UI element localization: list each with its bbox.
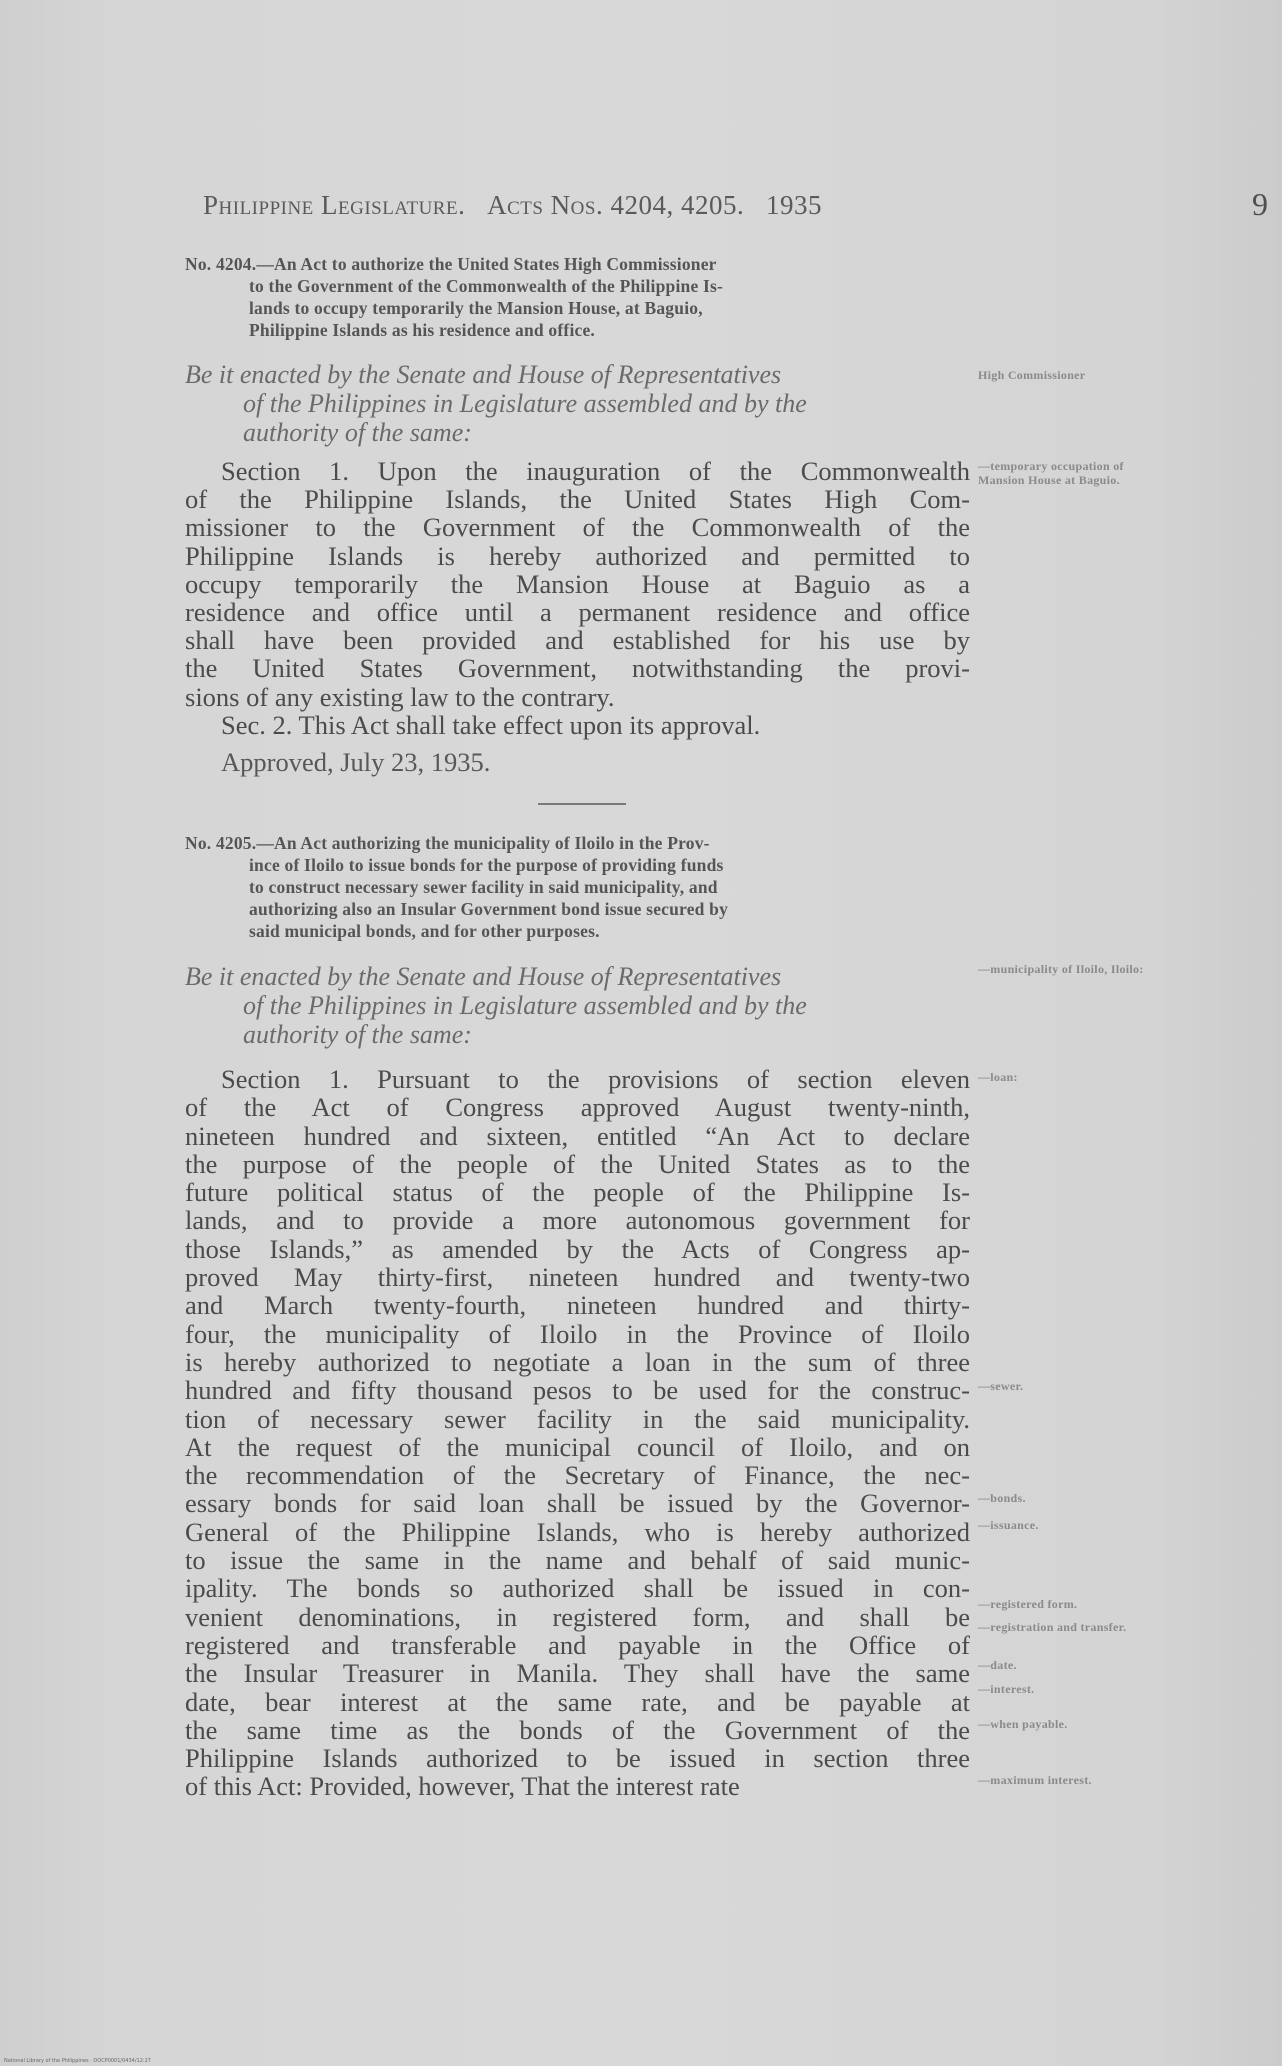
act-4204-enacting-clause [185,360,970,447]
body-line: of the Philippine Islands, the United States High Com- [185,484,970,515]
margin-note: —temporary occupation of Mansion House at Baguio. [978,459,1124,487]
act-4205-heading-line: ince of Iloilo to issue bonds for the purpose of providing funds [249,855,724,875]
header-year: 1935 [765,190,822,220]
act-4205-enacting-clause [185,962,970,1049]
act-4205-heading-line: No. 4205.—An Act authorizing the municipality of Iloilo in the Prov- [185,833,710,853]
body-line: registered and transferable and payable in the Office of [185,1629,970,1660]
body-line: the Insular Treasurer in Manila. They shall have the same [185,1658,970,1689]
page-number: 9 [1252,186,1268,222]
act-4204-heading-line: Philippine Islands as his residence and office. [249,320,596,340]
body-line: nineteen hundred and sixteen, entitled “An Act to declare [185,1120,970,1151]
body-line: ipality. The bonds so authorized shall be issued in con- [185,1573,970,1604]
body-line: missioner to the Government of the Commonwealth of the [185,512,970,543]
body-line: Section 1. Upon the inauguration of the Commonwealth [221,456,970,486]
body-line: and March twenty-fourth, nineteen hundred and thirty- [185,1290,970,1321]
header-title: Philippine Legislature. [203,190,466,220]
margin-note: —date. [978,1658,1017,1672]
body-line: future political status of the people of the Philippine Is- [185,1177,970,1208]
act-4205-section-1 [185,1065,970,1801]
enacting-line: Be it enacted by the Senate and House of Representatives [185,962,782,991]
body-line: hundred and fifty thousand pesos to be used for the construc- [185,1375,970,1406]
body-line: of the Act of Congress approved August twenty-ninth, [185,1092,970,1123]
body-line: Philippine Islands is hereby authorized and permitted to [185,540,970,571]
act-4204-approved: Approved, July 23, 1935. [221,747,491,777]
body-line: date, bear interest at the same rate, and be payable at [185,1686,970,1717]
act-4204-section-1 [185,457,970,739]
body-line: to issue the same in the name and behalf of said munic- [185,1545,970,1576]
enacting-line: authority of the same: [243,1020,472,1049]
act-4204-heading [185,253,967,341]
margin-note: —registered form. [978,1597,1078,1611]
body-line: sions of any existing law to the contrary. [185,681,615,712]
body-line: venient denominations, in registered form, and shall be [185,1601,970,1632]
margin-note: —interest. [978,1682,1035,1696]
body-line: occupy temporarily the Mansion House at Baguio as a [185,568,970,599]
margin-note: —issuance. [978,1518,1039,1532]
scan-footer: National Library of the Philippines · DOCP0001/0434/12:27 [4,2058,151,2064]
enacting-line: of the Philippines in Legislature assembled and by the [243,389,807,418]
body-line: lands, and to provide a more autonomous government for [185,1205,970,1236]
margin-note: —sewer. [978,1379,1024,1393]
body-line: tion of necessary sewer facility in the said municipality. [185,1403,970,1434]
enacting-line: Be it enacted by the Senate and House of Representatives [185,360,782,389]
body-line: is hereby authorized to negotiate a loan in the sum of three [185,1346,970,1377]
act-4205-heading-line: said municipal bonds, and for other purposes. [249,921,600,941]
body-line: of this Act: Provided, however, That the interest rate [185,1771,740,1802]
act-4204-section-2: Sec. 2. This Act shall take effect upon its approval. [221,709,761,740]
body-line: four, the municipality of Iloilo in the Province of Iloilo [185,1318,970,1349]
margin-note: —loan: [978,1070,1018,1084]
act-4205-heading-line: authorizing also an Insular Government bond issue secured by [249,899,729,919]
margin-note: —bonds. [978,1491,1026,1505]
body-line: At the request of the municipal council of Iloilo, and on [185,1431,970,1462]
body-line: General of the Philippine Islands, who is hereby authorized [185,1516,970,1547]
act-4204-heading-line: lands to occupy temporarily the Mansion House, at Baguio, [249,298,703,318]
body-line: those Islands,” as amended by the Acts of Congress ap- [185,1233,970,1264]
body-line: essary bonds for said loan shall be issued by the Governor- [185,1488,970,1519]
body-line: Philippine Islands authorized to be issued in section three [185,1743,970,1774]
margin-note: —when payable. [978,1717,1068,1731]
section-divider [538,803,626,805]
margin-note: —maximum interest. [978,1773,1092,1787]
running-header [203,190,955,221]
enacting-line: of the Philippines in Legislature assembled and by the [243,991,807,1020]
margin-note: —registration and transfer. [978,1620,1127,1634]
margin-note: —municipality of Iloilo, Iloilo: [978,962,1144,976]
body-line: the recommendation of the Secretary of Finance, the nec- [185,1460,970,1491]
enacting-line: authority of the same: [243,418,472,447]
body-line: shall have been provided and established for his use by [185,625,970,656]
act-4205-heading [185,832,967,942]
header-acts: Acts Nos. 4204, 4205. [487,190,745,220]
body-line: the same time as the bonds of the Government of the [185,1714,970,1745]
body-line: the United States Government, notwithstanding the provi- [185,653,970,684]
body-line: the purpose of the people of the United States as to the [185,1148,970,1179]
margin-note: High Commissioner [978,368,1086,382]
act-4204-heading-line: No. 4204.—An Act to authorize the United States High Commissioner [185,254,717,274]
body-line: Section 1. Pursuant to the provisions of section eleven [221,1064,970,1094]
act-4205-heading-line: to construct necessary sewer facility in said municipality, and [249,877,718,897]
body-line: residence and office until a permanent residence and office [185,597,970,628]
act-4204-heading-line: to the Government of the Commonwealth of the Philippine Is- [249,276,724,296]
body-line: proved May thirty-first, nineteen hundred and twenty-two [185,1262,970,1293]
